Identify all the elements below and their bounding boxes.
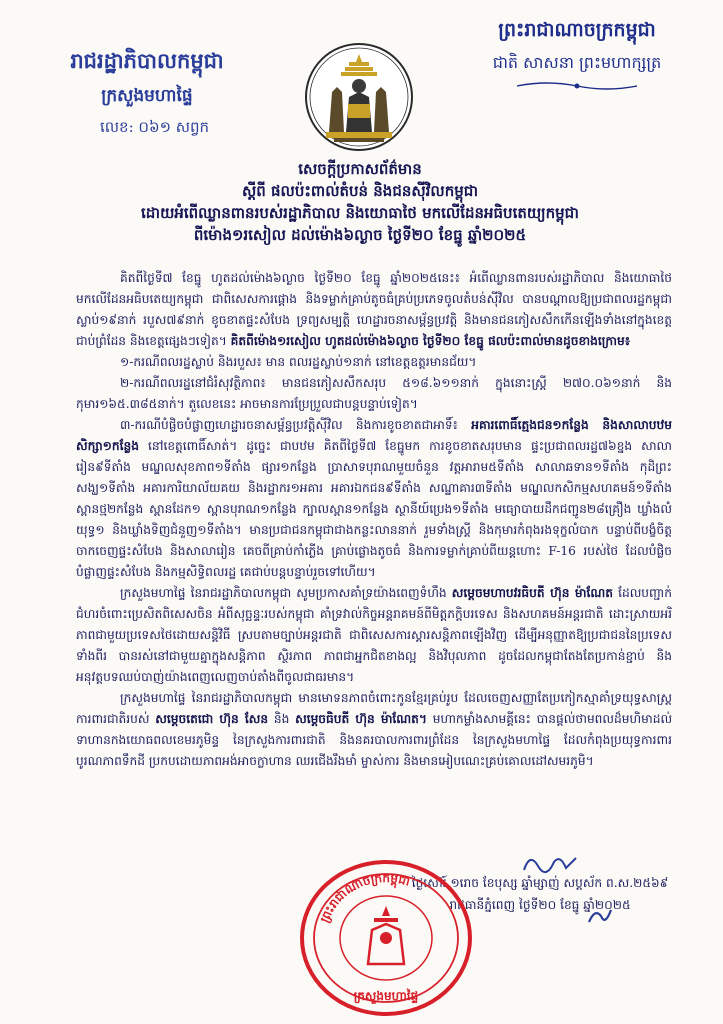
paragraph-5-and: និង xyxy=(273,712,290,726)
paragraph-1-bold: គិតពីម៉ោង១រសៀល ហូតដល់ម៉ោង៦ល្ងាច ថ្ងៃទី២០ ខែធ្នូ ផលប៉ះពាល់មានដូចខាងក្រោម៖ xyxy=(230,334,631,348)
title-line-1: សេចក្តីប្រកាសព័ត៌មាន xyxy=(298,160,422,178)
government-name: រាជរដ្ឋាភិបាលកម្ពុជា xyxy=(70,48,224,73)
paragraph-4-bold: សម្តេចមហាបវរធិបតី ហ៊ុន ម៉ាណែត xyxy=(451,586,613,600)
item-3-lead: ៣-ករណីបំផ្លិចបំផ្លាញហេដ្ឋារចនាសម្ព័ន្ធប្រវត្តិស៊ីវិល និងការខូចខាតជាអាទិ៍៖ xyxy=(120,418,458,432)
national-motto: ជាតិ សាសនា ព្រះមហាក្សត្រ xyxy=(492,53,662,72)
lunar-date: ថ្ងៃសៅរ៍ ១រោច ខែបុស្ស ឆ្នាំម្សាញ់ សប្តស័ក ព.ស.២៥៦៩ xyxy=(411,876,669,890)
title-line-2: ស្តីពី ផលប៉ះពាល់តំបន់ និងជនស៊ីវិលកម្ពុជា xyxy=(241,182,479,200)
letterhead-right xyxy=(452,18,702,96)
initials-signature-icon xyxy=(520,848,580,878)
seal-inner-text: ក្រសួងមហាផ្ទៃ xyxy=(353,989,419,1003)
paragraph-5-bold-1: សម្តេចតេជោ ហ៊ុន សែន xyxy=(155,712,269,726)
paragraph-5-lead: ក្រសួងមហាផ្ទៃ នៃរាជរដ្ឋាភិបាលកម្ពុជា មានមោទនភាពចំពោះកូនខ្មែរគ្រប់រូប ដែលចេញសញ្ញាតែប្រកៀកស្មាគាំទ្រយុទ្ធសាស្រ្តការពារជាតិរបស់ xyxy=(76,691,672,726)
seal-outer-text: ព្រះរាជាណាចក្រកម្ពុជា xyxy=(317,870,412,925)
title-line-3: ដោយអំពើឈ្លានពានរបស់រដ្ឋាភិបាល និងយោធាថៃ មកលើដែនអធិបតេយ្យកម្ពុជា xyxy=(141,204,579,222)
paragraph-4-lead: ក្រសួងមហាផ្ទៃ នៃរាជរដ្ឋាភិបាលកម្ពុជា សូមប្រកាសគាំទ្រយ៉ាងពេញទំហឹង xyxy=(120,586,447,600)
ministry-name: ក្រសួងមហាផ្ទៃ xyxy=(101,86,193,106)
paragraph-4 xyxy=(76,583,672,688)
ornament-divider-icon xyxy=(517,80,637,92)
reference-number: លេខ: ០៦១ សព្វក xyxy=(100,118,210,136)
title-line-4: ពីម៉ោង១រសៀល ដល់ម៉ោង៦ល្ងាច ថ្ងៃទី២០ ខែធ្នូ ឆ្នាំ២០២៥ xyxy=(193,226,527,244)
solar-date: រាជធានីភ្នំពេញ ថ្ងៃទី២០ ខែធ្នូ ឆ្នាំ២០២៥ xyxy=(449,898,631,912)
paragraph-1 xyxy=(76,268,672,352)
item-2: ២-ករណីពលរដ្ឋនៅជំរំសុវត្ថិភាព៖ មានជនភៀសសឹកសរុប ៥១៨.៦១១នាក់ ក្នុងនោះស្ត្រី ២៧០.០៦១នាក់ និងកុមារ១៦៥.៣៨៥នាក់។ តួលេខនេះ អាចមានការប្រែប្រួលជាបន្តបន្ទាប់ទៀត។ xyxy=(76,376,672,411)
document-title xyxy=(60,158,660,246)
royal-emblem-icon xyxy=(304,42,414,152)
kingdom-name: ព្រះរាជាណាចក្រកម្ពុជា xyxy=(498,19,656,41)
document-body xyxy=(76,268,672,772)
item-3 xyxy=(76,415,672,583)
paragraph-1-text: គិតពីថ្ងៃទី៧ ខែធ្នូ ហូតដល់ម៉ោង៦ល្ងាច ថ្ងៃទី២០ ខែធ្នូ ឆ្នាំ២០២៥នេះ៖ អំពើឈ្លានពានរបស់រដ្ឋាភិបាល និងយោធាថៃ មកលើដែនអធិបតេយ្យកម្ពុជា ជាពិសេសការផ្ដោង និងទម្លាក់គ្រាប់តូចធំគ្រប់ប្រភេទចូលតំបន់ស៊ីវិល បានបណ្ដាលឱ្យប្រជាពលរដ្ឋកម្ពុជាស្លាប់១៩នាក់ របួស៧៩នាក់ ខូចខាតផ្ទះសំបែង ទ្រព្យសម្បត្តិ ហេដ្ឋារចនាសម្ព័ន្ធប្រវត្តិ និងមានជនភៀសសឹកកើនឡើងទាំងនៅក្នុងខេត្តជាប់ព្រំដែន និងខេត្តផ្សេងៗទៀត។ xyxy=(76,271,672,348)
handwritten-mark-icon xyxy=(585,902,615,932)
item-3-bold: អគារពោធិ៍ត្មេងជន១កន្លែង និងសាលាបឋមសិក្សា១កន្លែង xyxy=(76,418,673,453)
item-1: ១-ករណីពលរដ្ឋស្លាប់ និងរបួស៖ មាន ពលរដ្ឋស្លាប់១នាក់ នៅខេត្តឧត្តរមានជ័យ។ xyxy=(120,355,477,369)
paragraph-5-rest: មហាកម្លាំងសាមគ្គីនេះ បានផ្ដល់ថាមពលដ៏មហិមាដល់ទាហានកងយោធពលខេមរភូមិន្ទ នៃក្រសួងការពារជាតិ និងនគរបាលការពារព្រំដែន នៃក្រសួងមហាផ្ទៃ ដែលកំពុងប្រយុទ្ធការពារបូរណភាពទឹកដី ប្រកបដោយភាពអង់អាចក្លាហាន ឈរជើងរឹងមាំ ម្ចាស់ការ និងមានអៀបណេះគ្រប់គោលដៅសមរភូមិ។ xyxy=(76,712,673,768)
official-seal-icon xyxy=(298,858,474,1018)
paragraph-5-bold-2: សម្តេចធិបតី ហ៊ុន ម៉ាណែត។ xyxy=(295,712,427,726)
item-3-rest: នៅខេត្តពោធិ៍សាត់។ ដូច្នេះ ជាបឋម គិតពីថ្ងៃទី៧ ខែធ្នូមក ការខូចខាតសរុបមាន ផ្ទះប្រជាពលរដ្ឋ៧៦ខ្នង សាលារៀន៩ទីតាំង មណ្ឌលសុខភាព១ទីតាំង ផ្សារ១កន្លែង ប្រាសាទបុរាណមួយចំនួន វត្តអារាម៥ទីតាំង សាលាឆទាន១ទីតាំង កុដិព្រះសង្ឃ១ទីតាំង អគារការិយាល័យគយ និងរដ្ឋាករ១អគារ អគារឯកជន៩ទីតាំង សណ្ឋាគារ៣ទីតាំង មណ្ឌលកសិកម្មសហគមន៍១ទីតាំង ស្ពានថ្ម២កន្លែង ស្ពានដែក១ ស្ពានបុរាណ១កន្លែង ក្បាលស្ពាន១កន្លែង ស្ថានីយ៍ប្រេង១ទីតាំង មធ្យោបាយដឹកជញ្ជូន២៨គ្រឿង ឃ្លាំងលំយុទ្ធ១ និងឃ្លាំងទិញជំនួញ១ទីតាំង។ មានប្រជាជនកម្ពុជាជាងកន្លះលាននាក់ រួមទាំងស្ត្រី និងកុមារកំពុងរងទុក្ខលំបាក បន្ទាប់ពីបង្ខំចិត្តចាកចេញផ្ទះសំបែង និងសាលារៀន គេចពីគ្រាប់កាំភ្លើង គ្រាប់ផ្លោងតូចធំ និងការទម្លាក់គ្រាប់ពីយន្តហោះ F-16 របស់ថៃ ដែលបំផ្លិចបំផ្លាញផ្ទះសំបែង និងកម្មសិទ្ធិពលរដ្ឋ គេជាប់បន្តបន្ទាប់រួចទៅហើយ។ xyxy=(76,439,673,579)
paragraph-5 xyxy=(76,688,672,772)
paragraph-4-rest: ដែលបញ្ជាក់ជំហរចំពោះប្រេសិតពិសេសចិន អំពីសុច្ឆន្ទៈរបស់កម្ពុជា គាំទ្រវាល់កិច្ចអន្តរាគមន៍ពីមិត្តភក្តិបរទេស និងសហគមន៍អន្តរជាតិ ដោះស្រាយអរិភាពជាមួយប្រទេសថៃដោយសន្តិវិធី ស្របតាមច្បាប់អន្តរជាតិ ជាពិសេសការស្តារសន្តិភាពឡើងវិញ ដើម្បីអនុញ្ញាតឱ្យប្រជាជននៃប្រទេសទាំងពីរ បានរស់នៅជាមួយគ្នាក្នុងសន្តិភាព ស្ថិរភាព ភាពជាអ្នកជិតខាងល្អ និងវិបុលភាព ដូចដែលកម្ពុជាតែងតែប្រកាន់ខ្ជាប់ និងអនុវត្តបទឈប់បាញ់យ៉ាងពេញលេញចាប់តាំងពីចូលជាធរមាន។ xyxy=(76,586,673,684)
letterhead-left xyxy=(42,48,252,136)
